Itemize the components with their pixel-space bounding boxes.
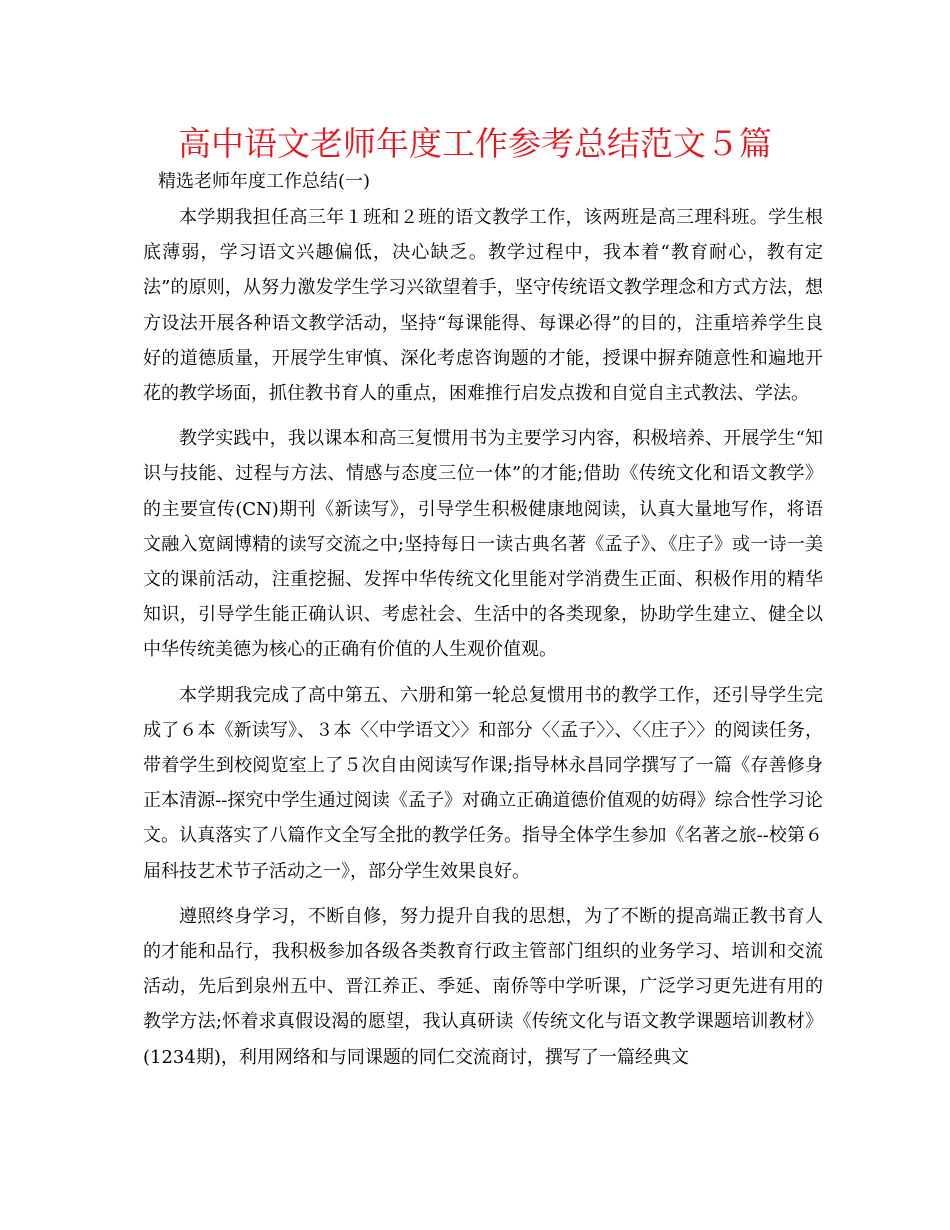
paragraph: 遵照终身学习，不断自修，努力提升自我的思想，为了不断的提高端正教书育人的才能和品行，我积极参加各级各类教育行政主管部门组织的业务学习、培训和交流活动，先后到泉州五中、晋江养正、季延、南侨等中学听课，广泛学习更先进有用的教学方法;怀着求真假设渴的愿望，我认真研读《传统文化与语文教学课题培训教材》(1234期)，利用网络和与同课题的同仁交流商讨，撰写了一篇经典文 [143,905,823,1068]
document-title: 高中语文老师年度工作参考总结范文５篇 [178,124,772,163]
section-subtitle: 精选老师年度工作总结(一) [158,171,371,192]
document-body [143,200,823,1085]
paragraph: 本学期我完成了高中第五、六册和第一轮总复惯用书的教学工作，还引导学生完成了６本《新读写》、３本〈〈中学语文〉〉和部分〈〈孟子〉〉、〈〈庄子〉〉的阅读任务，带着学生到校阅览室上了５次自由阅读写作课;指导林永昌同学撰写了一篇《存善修身正本清源--探究中学生通过阅读《孟子》对确立正确道德价值观的妨碍》综合性学习论文。认真落实了八篇作文全写全批的教学任务。指导全体学生参加《名著之旅--校第６届科技艺术节子活动之一》，部分学生效果良好。 [143,684,823,882]
paragraph: 本学期我担任高三年１班和２班的语文教学工作，该两班是高三理科班。学生根底薄弱，学习语文兴趣偏低，决心缺乏。教学过程中，我本着“教育耐心，教有定法”的原则，从努力激发学生学习兴欲望着手，坚守传统语文教学理念和方式方法，想方设法开展各种语文教学活动，坚持“每课能得、每课必得”的目的，注重培养学生良好的道德质量，开展学生审慎、深化考虑咨询题的才能，授课中摒弃随意性和遍地开花的教学场面，抓住教书育人的重点，困难推行启发点拨和自觉自主式教法、学法。 [143,207,823,405]
paragraph: 教学实践中，我以课本和高三复惯用书为主要学习内容，积极培养、开展学生“知识与技能、过程与方法、情感与态度三位一体”的才能;借助《传统文化和语文教学》的主要宣传(CN)期刊《新读写》，引导学生积极健康地阅读，认真大量地写作，将语文融入宽阔博精的读写交流之中;坚持每日一读古典名著《孟子》、《庄子》或一诗一美文的课前活动，注重挖掘、发挥中华传统文化里能对学消费生正面、积极作用的精华知识，引导学生能正确认识、考虑社会、生活中的各类现象，协助学生建立、健全以中华传统美德为核心的正确有价值的人生观价值观。 [143,428,823,661]
